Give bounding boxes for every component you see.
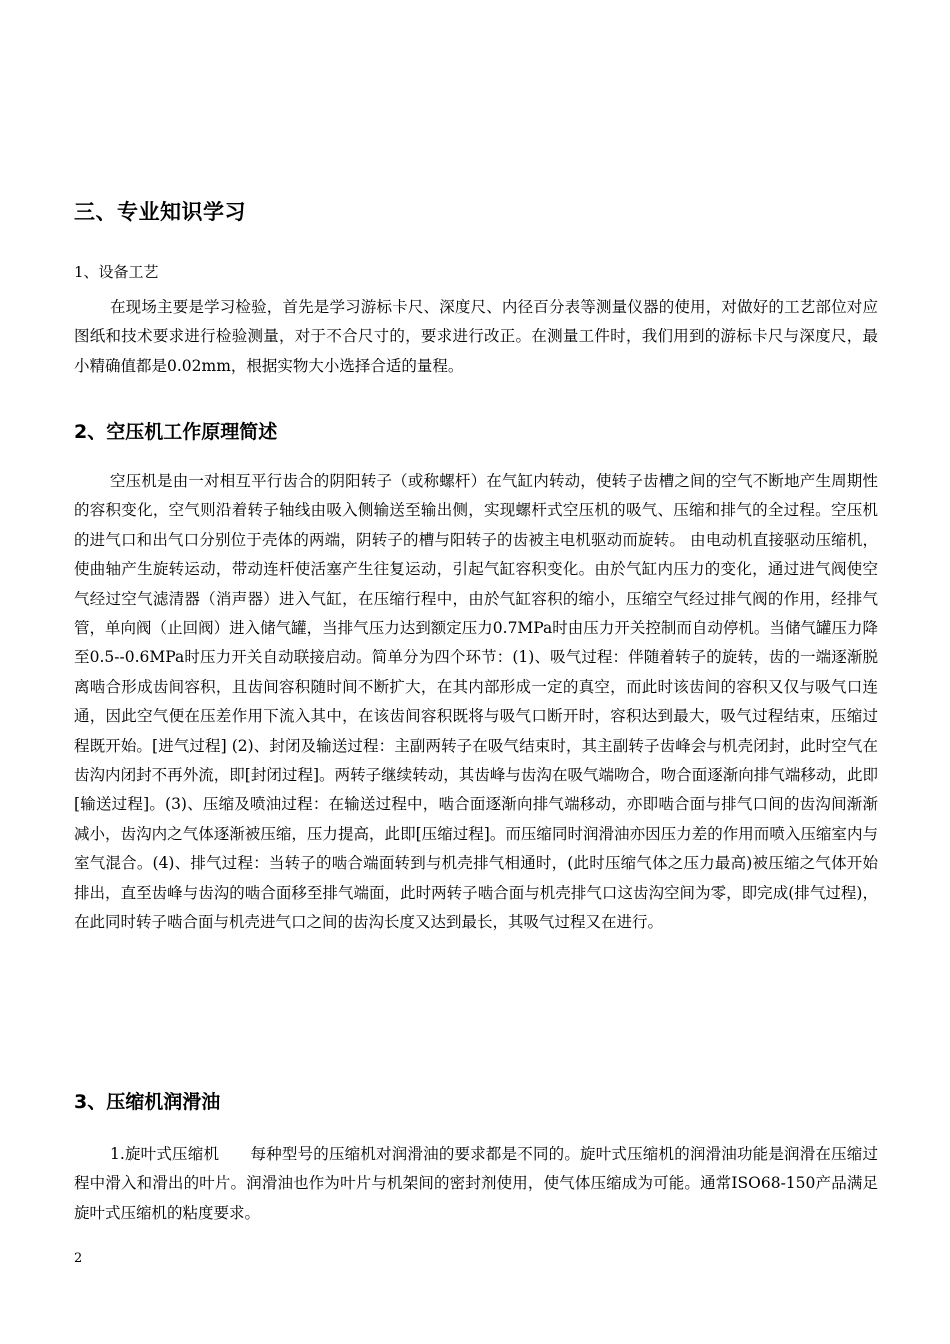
subsection-1-paragraph: 在现场主要是学习检验，首先是学习游标卡尺、深度尺、内径百分表等测量仪器的使用，对做好的工艺部位对应图纸和技术要求进行检验测量，对于不合尺寸的，要求进行改正。在测量工件时，我们用到的游标卡尺与深度尺，最小精确值都是0.02mm，根据实物大小选择合适的量程。 — [74, 298, 878, 375]
subsection-3-paragraph: 1.旋叶式压缩机 每种型号的压缩机对润滑油的要求都是不同的。旋叶式压缩机的润滑油功能是润滑在压缩过程中滑入和滑出的叶片。润滑油也作为叶片与机架间的密封剂使用，使气体压缩成为可能。通常ISO68-150产品满足旋叶式压缩机的粘度要求。 — [74, 1145, 878, 1222]
subsection-2-paragraph: 空压机是由一对相互平行齿合的阴阳转子（或称螺杆）在气缸内转动，使转子齿槽之间的空气不断地产生周期性的容积变化，空气则沿着转子轴线由吸入侧输送至输出侧，实现螺杆式空压机的吸气、压缩和排气的全过程。空压机的进气口和出气口分别位于壳体的两端，阴转子的槽与阳转子的齿被主电机驱动而旋转。 由电动机直接驱动压缩机，使曲轴产生旋转运动，带动连杆使活塞产生往复运动，引起气缸容积变化。由於气缸内压力的变化，通过进气阀使空气经过空气滤清器（消声器）进入气缸，在压缩行程中，由於气缸容积的缩小，压缩空气经过排气阀的作用，经排气管，单向阀（止回阀）进入储气罐，当排气压力达到额定压力0.7MPa时由压力开关控制而自动停机。当储气罐压力降至0.5--0.6MPa时压力开关自动联接启动。简单分为四个环节：(1)、吸气过程：伴随着转子的旋转，齿的一端逐渐脱离啮合形成齿间容积，且齿间容积随时间不断扩大，在其内部形成一定的真空，而此时该齿间的容积又仅与吸气口连通，因此空气便在压差作用下流入其中，在该齿间容积既将与吸气口断开时，容积达到最大，吸气过程结束，压缩过程既开始。[进气过程] (2)、封闭及输送过程：主副两转子在吸气结束时，其主副转子齿峰会与机壳闭封，此时空气在齿沟内闭封不再外流，即[封闭过程]。两转子继续转动，其齿峰与齿沟在吸气端吻合，吻合面逐渐向排气端移动，此即[输送过程]。(3)、压缩及喷油过程：在输送过程中，啮合面逐渐向排气端移动，亦即啮合面与排气口间的齿沟间渐渐减小，齿沟内之气体逐渐被压缩，压力提高，此即[压缩过程]。而压缩同时润滑油亦因压力差的作用而喷入压缩室内与室气混合。(4)、排气过程：当转子的啮合端面转到与机壳排气相通时，(此时压缩气体之压力最高)被压缩之气体开始排出，直至齿峰与齿沟的啮合面移至排气端面，此时两转子啮合面与机壳排气口这齿沟空间为零，即完成(排气过程)，在此同时转子啮合面与机壳进气口之间的齿沟长度又达到最长，其吸气过程又在进行。 — [74, 472, 878, 932]
subsection-3-heading: 3、压缩机润滑油 — [74, 1091, 221, 1113]
subsection-1-heading: 1、设备工艺 — [74, 263, 159, 281]
section-title: 三、专业知识学习 — [74, 200, 246, 224]
page-number: 2 — [74, 1251, 83, 1266]
subsection-2-heading: 2、空压机工作原理简述 — [74, 421, 278, 443]
